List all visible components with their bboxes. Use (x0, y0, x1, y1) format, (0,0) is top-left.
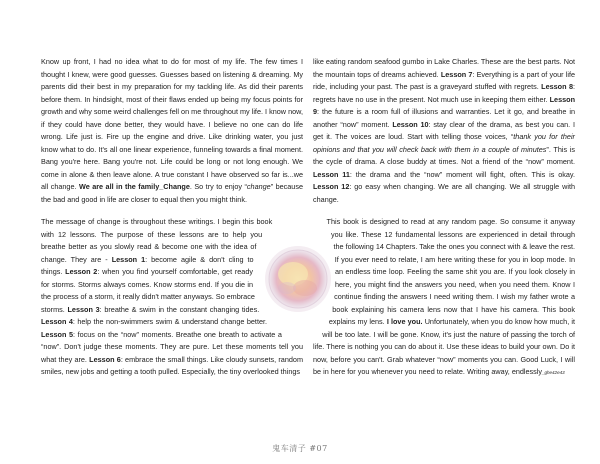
text-run: : focus on the “now” moments. Breathe one breath to activate a “now”. Don't judge these moments. They are pure. Let these moments tell you what they are. (41, 329, 303, 364)
left-paragraph-1 (41, 56, 303, 206)
bold-text: Lesson 1 (111, 254, 146, 264)
text-run: : Everything is a part of your life ride, including your past. The past is a graveyard stuffed with regrets. (313, 69, 575, 91)
text-run: Know up front, I had no idea what to do for most of my life. The few times I thought I knew, were good guesses. Guesses based on listening & dreaming. My parents did their best in my preparation for my tackling life. As did their parents before them. In hindsight, most of their flaws ended up being my focus points for growth and why some weird challenges fell on me throughout my life. I know now, if they could have done better, they would have. I believe no one can do life wrong. Life just is. Fire up the engine and drive. Like drinking water, you just know what to do. It's all one linear experience, funneling towards a final moment. Bang you're here. Bang you're not. Life could be long or not long enough. We come in alone & then leave alone. A true constant I have observed so far is...we all change. (41, 57, 303, 191)
bold-text: Lesson 9 (313, 94, 575, 116)
text-run: : regrets have no use in the present. Not much use in keeping them either. (313, 82, 575, 104)
text-run: : stay clear of the drama, as best you can. I get it. The voices are loud. Start with telling those voices, “ (313, 119, 575, 141)
signature-text: _ghe42e43 (542, 370, 565, 375)
bold-text: Lesson 8 (541, 82, 573, 91)
bold-text: Lesson 10 (392, 119, 429, 129)
bold-text: Lesson 12 (313, 182, 350, 191)
text-run: : the future is a room full of illusions and warranties. Let it go, and breathe in another “now” moment. (313, 107, 575, 129)
bold-text: Lesson 5 (41, 329, 73, 339)
text-run: : help the non-swimmers swim & understand change better. (72, 317, 268, 326)
text-run: like eating random seafood gumbo in Lake Charles. These are the best parts. Not the mountain tops of dreams achieved. (313, 57, 575, 79)
bold-text: Lesson 7 (440, 69, 473, 79)
bold-text: Lesson 11 (313, 169, 350, 179)
text-run: : go easy when changing. We are all changing. We all struggle with change. (313, 182, 575, 204)
bold-text: Lesson 2 (65, 267, 98, 276)
bold-text: I love you. (386, 317, 423, 326)
right-column (313, 56, 575, 380)
text-run: Unfortunately, when you do know how much, it will be too late. I will be gone. Know, it's just the nature of passing the torch of life. There is nothing you can do about it. Use these ideas to build your own. Do it now, before you can't. Grab whatever “now” moments you can. Good Luck, I will be in here for you whenever you need to relate. Writing away, endlessly (313, 317, 575, 376)
page-footer: 鬼车清子 #07 (272, 444, 328, 453)
text-run: ”. This is the cycle of drama. A close buddy at times. Not a friend of the “now” moment. (313, 144, 575, 166)
italic-text: thank you for their opinions and that you will check back with them in a couple of minutes (313, 132, 575, 154)
text-run: . So try to enjoy “ (189, 182, 247, 191)
text-run: : embrace the small things. Like cloudy sunsets, random smiles, new jobs and getting a tooth pulled. Especially, the tiny overlooked things (41, 354, 303, 376)
text-run: The message of change is throughout these writings. I begin this book with 12 lessons. The purpose of these lessons are to help you breathe better as you slowly read & become one with the idea of change. They are - (41, 217, 273, 264)
right-paragraph-2-text (313, 217, 575, 376)
text-run: : when you find yourself comfortable, get ready for storms. Storms always comes. Know storms end. If you die in the process of a storm, it really didn't matter anyways. So embrace storms. (41, 267, 255, 314)
text-run: This book is designed to read at any random page. So consume it anyway you like. These 12 fundamental lessons are experienced in detail through the following 14 Chapters. Take the ones you connect with & leave the rest. If you ever need to relate, I am here writing these for you in loop mode. In an endless time loop. Feeling the same shit you are. If you look closely in here, you might find the answers you need, when you need them. Know I continue finding the answers I need writing them. I wish my father wrote a book explaining his camera lens now that I have his camera. This book explains my lens. (326, 217, 575, 326)
text-run: : become agile & don't cling to things. (41, 254, 254, 276)
bold-text: Lesson 4 (41, 317, 73, 326)
text-run: ” because the bad and good in life are closer to equal then you might think. (41, 182, 303, 204)
right-paragraph-1 (313, 56, 575, 206)
watercolor-circle-illustration (263, 244, 333, 314)
text-run: : breathe & swim in the constant changing tides. (99, 304, 260, 314)
italic-text: change (246, 182, 271, 191)
bold-text: Lesson 6 (89, 354, 121, 364)
text-run: : the drama and the “now” moment will fight, often. This is okay. (349, 169, 575, 179)
bold-text: Lesson 3 (67, 304, 100, 314)
left-column (41, 56, 303, 379)
right-paragraph-2 (313, 216, 575, 380)
bold-text: We are all in the family_Change (78, 182, 190, 191)
